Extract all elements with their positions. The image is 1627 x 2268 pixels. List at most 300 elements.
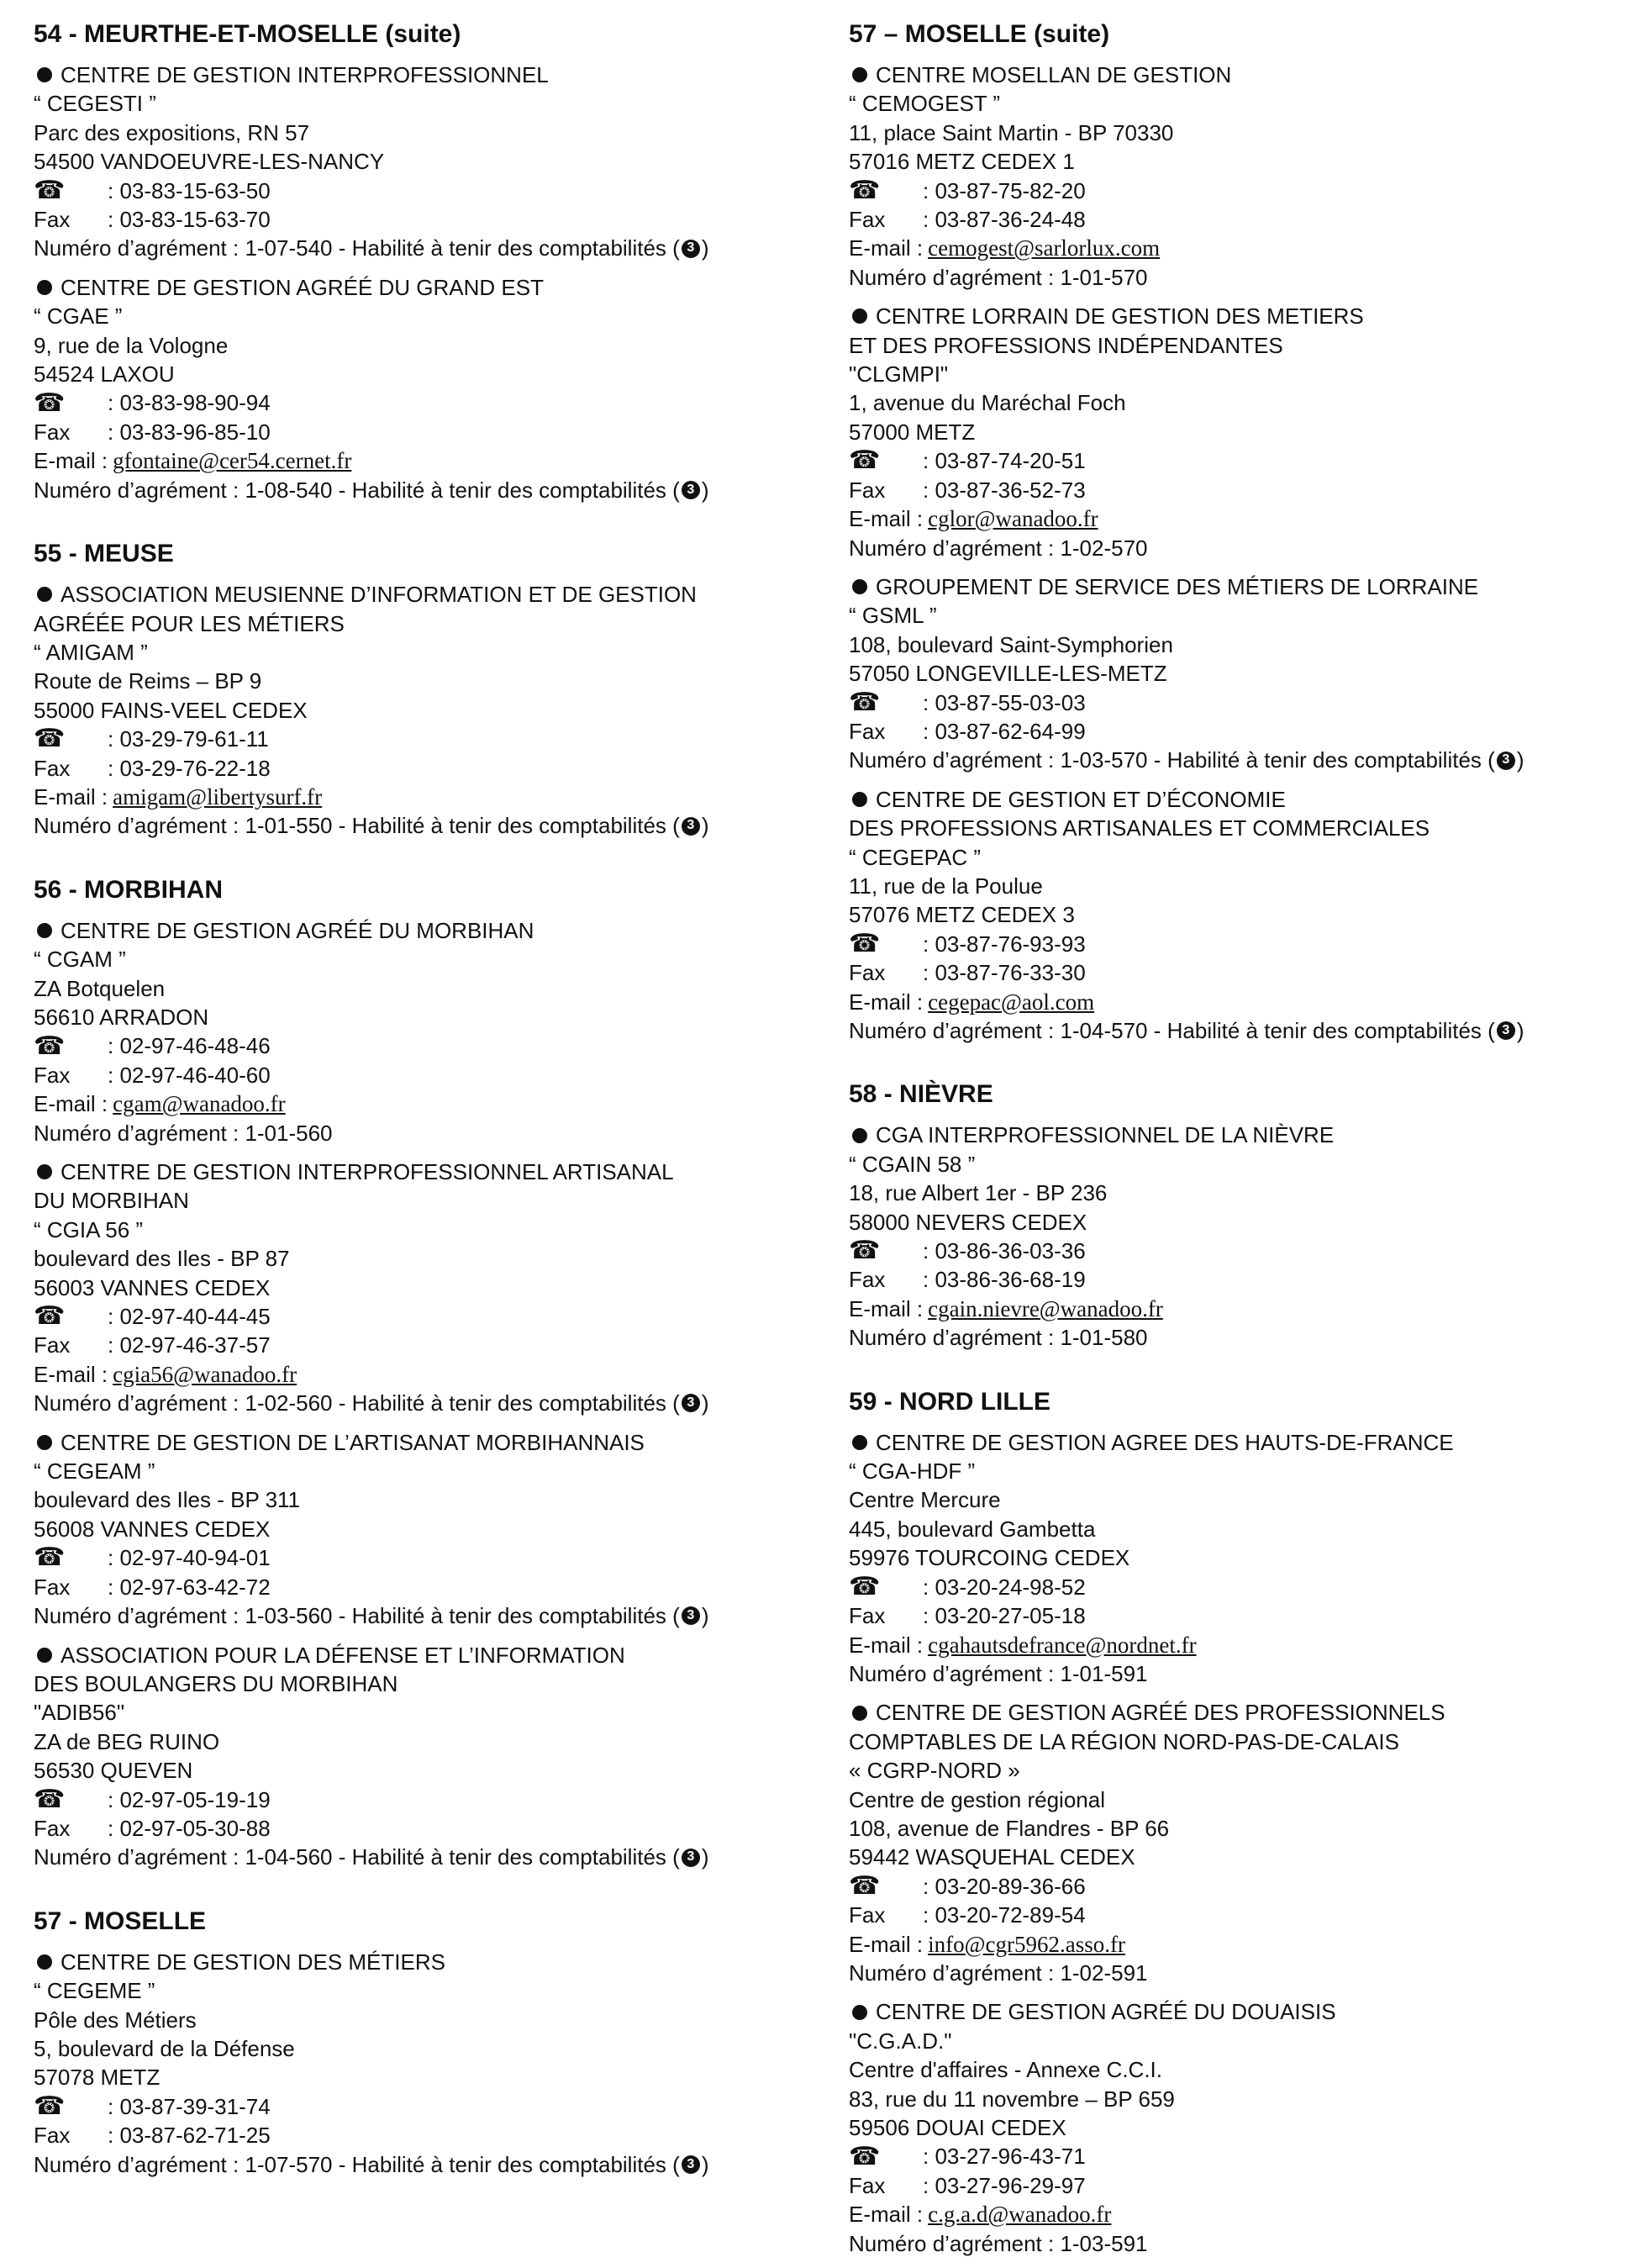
entry-name-text: CENTRE DE GESTION ET D’ÉCONOMIE [876, 786, 1286, 812]
entry-name-text: CENTRE LORRAIN DE GESTION DES METIERS [876, 303, 1364, 330]
email-label: E-mail : [34, 783, 108, 810]
entry-name [849, 1698, 1622, 1727]
agreement-text: Numéro d’agrément : 1-01-550 - Habilité à tenir des comptabilités ( [34, 813, 680, 839]
telephone-icon: ☎ [849, 176, 881, 204]
closing-paren: ) [701, 477, 709, 503]
agreement-text: Numéro d’agrément : 1-03-570 - Habilité à tenir des comptabilités ( [849, 747, 1495, 773]
bullet-icon [37, 1954, 52, 1970]
section-title: 58 - NIÈVRE [849, 1080, 993, 1109]
entry-address-line: 56610 ARRADON [34, 1004, 209, 1030]
phone-row [849, 446, 1622, 475]
phone-row [849, 177, 1622, 205]
phone-row [34, 1785, 807, 1814]
entry-name [34, 1428, 807, 1457]
entry-address-line: ZA de BEG RUINO [34, 1728, 220, 1754]
closing-paren: ) [1516, 1018, 1524, 1043]
phone-number: : 02-97-05-19-19 [108, 1786, 271, 1812]
entry-acronym: « CGRP-NORD » [849, 1758, 1020, 1784]
fax-number: : 03-87-62-64-99 [923, 718, 1086, 744]
email-link[interactable]: c.g.a.d@wanadoo.fr [928, 2202, 1112, 2228]
fax-row [849, 1265, 1622, 1294]
phone-row [34, 1543, 807, 1572]
telephone-icon: ☎ [34, 1031, 66, 1060]
entry-name-continued: DES BOULANGERS DU MORBIHAN [34, 1670, 398, 1696]
entry-name [34, 61, 807, 89]
fax-label: Fax [849, 1267, 886, 1293]
agreement-text: Numéro d’agrément : 1-02-591 [849, 1959, 1148, 1986]
entry-acronym: “ CGA-HDF ” [849, 1458, 976, 1485]
entry-name [34, 1948, 807, 1976]
email-link[interactable]: cgain.nievre@wanadoo.fr [928, 1295, 1163, 1321]
directory-entry [34, 916, 807, 1147]
email-label: E-mail : [849, 235, 924, 261]
fax-row [849, 717, 1622, 746]
email-link[interactable]: cemogest@sarlorlux.com [928, 235, 1161, 261]
directory-entry [34, 61, 807, 263]
telephone-icon: ☎ [849, 688, 881, 716]
closing-paren: ) [701, 1603, 709, 1629]
telephone-icon: ☎ [849, 1871, 881, 1900]
fax-number: : 02-97-46-37-57 [108, 1332, 271, 1358]
fax-label: Fax [34, 1815, 71, 1841]
entry-address-line: 11, rue de la Poulue [849, 873, 1043, 899]
agreement-text: Numéro d’agrément : 1-04-570 - Habilité à tenir des comptabilités ( [849, 1018, 1495, 1043]
email-label: E-mail : [34, 1361, 108, 1387]
email-row [849, 504, 1622, 533]
bullet-icon [852, 1435, 867, 1450]
entry-name [34, 273, 807, 302]
closing-paren: ) [701, 813, 709, 839]
entry-acronym: “ CEGEME ” [34, 1978, 155, 2004]
agreement-row [34, 1843, 807, 1871]
agreement-row [34, 2150, 807, 2179]
circled-3-icon: 3 [682, 1849, 700, 1867]
circled-3-icon: 3 [682, 1606, 700, 1625]
email-label: E-mail : [849, 1295, 924, 1321]
email-link[interactable]: cgia56@wanadoo.fr [113, 1361, 297, 1387]
section-spacer [34, 851, 807, 874]
email-row [849, 1631, 1622, 1659]
phone-row [34, 2092, 807, 2121]
telephone-icon: ☎ [34, 1543, 66, 1572]
email-link[interactable]: cglor@wanadoo.fr [928, 506, 1098, 532]
directory-entry [849, 785, 1622, 1046]
fax-label: Fax [849, 477, 886, 503]
phone-number: : 03-27-96-43-71 [923, 2144, 1086, 2170]
directory-entry [34, 273, 807, 504]
fax-number: : 03-83-15-63-70 [108, 207, 271, 233]
bullet-icon [852, 1706, 867, 1721]
phone-row [849, 2142, 1622, 2170]
right-column [849, 18, 1622, 2268]
fax-number: : 02-97-05-30-88 [108, 1815, 271, 1841]
circled-3-icon: 3 [682, 2155, 700, 2174]
entry-name [849, 785, 1622, 814]
agreement-text: Numéro d’agrément : 1-01-570 [849, 264, 1148, 290]
phone-row [849, 688, 1622, 717]
entry-address-line: 108, avenue de Flandres - BP 66 [849, 1815, 1170, 1841]
bullet-icon [37, 587, 52, 602]
fax-label: Fax [849, 960, 886, 986]
fax-number: : 03-29-76-22-18 [108, 755, 271, 781]
entry-address-line: 1, avenue du Maréchal Foch [849, 390, 1126, 416]
telephone-icon: ☎ [34, 388, 66, 417]
bullet-icon [37, 1164, 52, 1179]
entry-name [849, 1428, 1622, 1457]
fax-number: : 02-97-46-40-60 [108, 1062, 271, 1088]
fax-label: Fax [849, 1603, 886, 1629]
telephone-icon: ☎ [34, 1785, 66, 1813]
agreement-row [849, 2229, 1622, 2258]
telephone-icon: ☎ [849, 1237, 881, 1265]
fax-row [849, 476, 1622, 504]
entry-name [849, 572, 1622, 601]
entry-acronym: “ CEGEPAC ” [849, 844, 981, 870]
entry-name [34, 1158, 807, 1186]
directory-entry [849, 1121, 1622, 1352]
entry-address-line: 57016 METZ CEDEX 1 [849, 149, 1075, 175]
fax-row [34, 2121, 807, 2149]
agreement-row [34, 811, 807, 840]
entry-name-continued: COMPTABLES DE LA RÉGION NORD-PAS-DE-CALAIS [849, 1728, 1399, 1754]
bullet-icon [37, 67, 52, 82]
phone-row [34, 388, 807, 417]
entry-address-line: 108, boulevard Saint-Symphorien [849, 631, 1173, 657]
fax-number: : 03-20-72-89-54 [923, 1902, 1086, 1928]
entry-acronym: “ CEGESTI ” [34, 91, 156, 117]
closing-paren: ) [701, 235, 709, 261]
bullet-icon [37, 923, 52, 938]
agreement-text: Numéro d’agrément : 1-08-540 - Habilité à tenir des comptabilités ( [34, 477, 680, 503]
email-row [34, 1089, 807, 1118]
closing-paren: ) [701, 1390, 709, 1416]
entry-acronym: "ADIB56" [34, 1700, 125, 1726]
agreement-row [849, 746, 1622, 774]
section-title: 56 - MORBIHAN [34, 875, 224, 904]
phone-number: : 03-87-74-20-51 [923, 448, 1086, 474]
bullet-icon [852, 67, 867, 82]
section-spacer [849, 1363, 1622, 1386]
agreement-text: Numéro d’agrément : 1-02-560 - Habilité à tenir des comptabilités ( [34, 1390, 680, 1416]
entry-name-text: CENTRE DE GESTION DE L’ARTISANAT MORBIHANNAIS [61, 1429, 645, 1455]
agreement-row [849, 1659, 1622, 1688]
agreement-row [849, 1959, 1622, 1987]
left-column [34, 18, 807, 2189]
section-spacer [34, 1882, 807, 1906]
circled-3-icon: 3 [1497, 1021, 1515, 1040]
email-link[interactable]: info@cgr5962.asso.fr [928, 1931, 1125, 1957]
agreement-text: Numéro d’agrément : 1-07-570 - Habilité à tenir des comptabilités ( [34, 2151, 680, 2177]
email-link[interactable]: cegepac@aol.com [928, 989, 1095, 1015]
bullet-icon [852, 579, 867, 594]
entry-acronym: “ CGAM ” [34, 947, 126, 973]
entry-address-line: Centre Mercure [849, 1487, 1001, 1513]
phone-row [34, 1031, 807, 1060]
fax-number: : 03-87-36-52-73 [923, 477, 1086, 503]
email-row [34, 1360, 807, 1389]
phone-row [849, 1573, 1622, 1601]
bullet-icon [852, 792, 867, 807]
email-label: E-mail : [849, 1632, 924, 1658]
entry-address-line: 445, boulevard Gambetta [849, 1516, 1096, 1542]
telephone-icon: ☎ [849, 446, 881, 475]
entry-acronym: “ CGIA 56 ” [34, 1216, 144, 1242]
entry-acronym: “ CEMOGEST ” [849, 91, 1001, 117]
agreement-row [34, 234, 807, 262]
entry-address-line: Parc des expositions, RN 57 [34, 119, 310, 145]
telephone-icon: ☎ [849, 2142, 881, 2170]
entry-address-line: 57078 METZ [34, 2065, 161, 2091]
entry-address-line: 58000 NEVERS CEDEX [849, 1209, 1087, 1235]
fax-label: Fax [34, 755, 71, 781]
telephone-icon: ☎ [849, 929, 881, 957]
entry-name [849, 302, 1622, 330]
entry-name-text: CENTRE DE GESTION AGRÉÉ DU MORBIHAN [61, 917, 534, 943]
entry-acronym: “ CEGEAM ” [34, 1458, 155, 1485]
bullet-icon [37, 1648, 52, 1663]
fax-label: Fax [849, 2172, 886, 2198]
entry-name-text: CENTRE DE GESTION AGREE DES HAUTS-DE-FRANCE [876, 1429, 1454, 1455]
section-title: 57 – MOSELLE (suite) [849, 20, 1110, 48]
directory-entry [849, 61, 1622, 292]
entry-name-continued: DU MORBIHAN [34, 1188, 189, 1214]
fax-number: : 03-87-76-33-30 [923, 960, 1086, 986]
entry-address-line: 11, place Saint Martin - BP 70330 [849, 119, 1174, 145]
entry-address-line: 5, boulevard de la Défense [34, 2035, 295, 2061]
phone-number: : 03-87-75-82-20 [923, 177, 1086, 203]
agreement-row [34, 476, 807, 504]
entry-address-line: 57076 METZ CEDEX 3 [849, 902, 1075, 928]
agreement-text: Numéro d’agrément : 1-07-540 - Habilité à tenir des comptabilités ( [34, 235, 680, 261]
telephone-icon: ☎ [34, 2091, 66, 2120]
phone-number: : 03-87-55-03-03 [923, 689, 1086, 715]
entry-address-line: boulevard des Iles - BP 87 [34, 1246, 290, 1272]
agreement-text: Numéro d’agrément : 1-02-570 [849, 535, 1148, 561]
telephone-icon: ☎ [849, 1572, 881, 1601]
fax-label: Fax [34, 1574, 71, 1600]
closing-paren: ) [701, 2151, 709, 2177]
directory-entry [849, 302, 1622, 562]
bullet-icon [852, 1128, 867, 1143]
email-row [849, 234, 1622, 262]
email-row [849, 1295, 1622, 1323]
phone-row [34, 1302, 807, 1331]
email-row [849, 1930, 1622, 1959]
bullet-icon [852, 2005, 867, 2020]
agreement-row [34, 1601, 807, 1630]
circled-3-icon: 3 [1497, 752, 1515, 770]
directory-entry [849, 1698, 1622, 1987]
entry-name-text: CENTRE DE GESTION AGRÉÉ DU GRAND EST [61, 274, 544, 300]
agreement-row [849, 1016, 1622, 1045]
section-title: 55 - MEUSE [34, 540, 174, 568]
entry-acronym: "C.G.A.D." [849, 2028, 952, 2054]
entry-address-line: 59506 DOUAI CEDEX [849, 2115, 1066, 2140]
entry-address-line: Route de Reims – BP 9 [34, 668, 262, 694]
fax-row [34, 205, 807, 234]
fax-label: Fax [34, 1062, 71, 1088]
closing-paren: ) [701, 1844, 709, 1870]
email-label: E-mail : [849, 989, 924, 1015]
telephone-icon: ☎ [34, 176, 66, 204]
fax-row [34, 1331, 807, 1359]
agreement-text: Numéro d’agrément : 1-01-580 [849, 1325, 1148, 1351]
email-row [34, 446, 807, 475]
entry-address-line: 57000 METZ [849, 419, 976, 445]
phone-number: : 03-83-98-90-94 [108, 390, 271, 416]
email-label: E-mail : [34, 448, 108, 474]
closing-paren: ) [1516, 747, 1524, 773]
entry-name [849, 61, 1622, 89]
phone-row [849, 1237, 1622, 1265]
entry-address-line: 18, rue Albert 1er - BP 236 [849, 1180, 1108, 1206]
bullet-icon [37, 1435, 52, 1450]
phone-number: : 03-87-39-31-74 [108, 2093, 271, 2119]
agreement-text: Numéro d’agrément : 1-03-591 [849, 2230, 1148, 2256]
entry-name-text: GROUPEMENT DE SERVICE DES MÉTIERS DE LORRAINE [876, 573, 1479, 599]
entry-name-text: ASSOCIATION MEUSIENNE D’INFORMATION ET DE GESTION [61, 582, 697, 608]
email-label: E-mail : [849, 1931, 924, 1957]
entry-address-line: 55000 FAINS-VEEL CEDEX [34, 697, 308, 723]
entry-acronym: "CLGMPI" [849, 361, 949, 388]
section-spacer [34, 514, 807, 538]
phone-number: : 03-20-24-98-52 [923, 1574, 1086, 1600]
entry-name-text: CENTRE DE GESTION INTERPROFESSIONNEL [61, 62, 549, 87]
directory-entry [34, 1428, 807, 1631]
fax-number: : 03-87-36-24-48 [923, 207, 1086, 233]
entry-name [34, 916, 807, 945]
agreement-text: Numéro d’agrément : 1-03-560 - Habilité à tenir des comptabilités ( [34, 1603, 680, 1629]
phone-number: : 03-86-36-03-36 [923, 1238, 1086, 1264]
fax-row [34, 418, 807, 446]
agreement-text: Numéro d’agrément : 1-04-560 - Habilité à tenir des comptabilités ( [34, 1844, 680, 1870]
entry-address-line: Centre de gestion régional [849, 1786, 1105, 1812]
fax-row [849, 205, 1622, 234]
fax-row [34, 754, 807, 783]
fax-number: : 02-97-63-42-72 [108, 1574, 271, 1600]
circled-3-icon: 3 [682, 481, 700, 499]
fax-number: : 03-86-36-68-19 [923, 1267, 1086, 1293]
phone-number: : 03-29-79-61-11 [108, 726, 269, 752]
entry-name-text: ASSOCIATION POUR LA DÉFENSE ET L’INFORMATION [61, 1642, 625, 1668]
fax-row [34, 1061, 807, 1089]
entry-name [34, 1641, 807, 1669]
directory-entry [34, 580, 807, 841]
fax-number: : 03-83-96-85-10 [108, 419, 271, 445]
entry-address-line: 9, rue de la Vologne [34, 332, 229, 358]
fax-label: Fax [34, 1332, 71, 1358]
fax-label: Fax [849, 1902, 886, 1928]
entry-acronym: “ GSML ” [849, 603, 937, 629]
entry-address-line: 59442 WASQUEHAL CEDEX [849, 1844, 1135, 1870]
directory-entry [34, 1948, 807, 2179]
agreement-row [849, 1323, 1622, 1352]
entry-name-text: CENTRE MOSELLAN DE GESTION [876, 62, 1232, 87]
entry-name [849, 1121, 1622, 1149]
phone-row [849, 930, 1622, 958]
directory-entry [849, 1428, 1622, 1689]
entry-address-line: 54524 LAXOU [34, 361, 175, 388]
entry-address-line: 59976 TOURCOING CEDEX [849, 1545, 1130, 1571]
directory-entry [849, 572, 1622, 775]
entry-address-line: 56530 QUEVEN [34, 1758, 193, 1784]
phone-number: : 02-97-40-44-45 [108, 1304, 271, 1330]
email-link[interactable]: amigam@libertysurf.fr [113, 783, 323, 810]
fax-number: : 03-27-96-29-97 [923, 2172, 1086, 2198]
telephone-icon: ☎ [34, 1302, 66, 1331]
entry-address-line: 57050 LONGEVILLE-LES-METZ [849, 661, 1167, 687]
agreement-row [34, 1119, 807, 1147]
phone-number: : 02-97-46-48-46 [108, 1033, 271, 1059]
bullet-icon [852, 309, 867, 324]
entry-name-text: CENTRE DE GESTION AGRÉÉ DU DOUAISIS [876, 1999, 1336, 2025]
entry-name-text: CENTRE DE GESTION INTERPROFESSIONNEL ARTISANAL [61, 1159, 674, 1184]
agreement-row [849, 263, 1622, 292]
entry-address-line: 56003 VANNES CEDEX [34, 1274, 271, 1300]
agreement-text: Numéro d’agrément : 1-01-591 [849, 1660, 1148, 1686]
email-link[interactable]: cgahautsdefrance@nordnet.fr [928, 1632, 1197, 1658]
entry-name-continued: DES PROFESSIONS ARTISANALES ET COMMERCIALES [849, 815, 1430, 841]
fax-label: Fax [34, 207, 71, 233]
section-title: 57 - MOSELLE [34, 1907, 207, 1935]
fax-row [34, 1573, 807, 1601]
fax-row [34, 1814, 807, 1843]
phone-row [34, 725, 807, 753]
phone-number: : 03-20-89-36-66 [923, 1873, 1086, 1899]
fax-number: : 03-20-27-05-18 [923, 1603, 1086, 1629]
fax-label: Fax [34, 419, 71, 445]
entry-address-line: Pôle des Métiers [34, 2007, 197, 2033]
email-link[interactable]: gfontaine@cer54.cernet.fr [113, 448, 352, 474]
directory-entry [849, 1997, 1622, 2258]
email-row [849, 2200, 1622, 2228]
circled-3-icon: 3 [682, 240, 700, 258]
fax-label: Fax [34, 2123, 71, 2149]
fax-row [849, 1901, 1622, 1929]
entry-address-line: 56008 VANNES CEDEX [34, 1516, 271, 1542]
entry-address-line: boulevard des Iles - BP 311 [34, 1487, 301, 1513]
directory-entry [34, 1641, 807, 1872]
email-label: E-mail : [849, 2202, 924, 2228]
email-link[interactable]: cgam@wanadoo.fr [113, 1091, 286, 1117]
entry-name-text: CENTRE DE GESTION AGRÉÉ DES PROFESSIONNELS [876, 1700, 1445, 1726]
email-row [849, 988, 1622, 1016]
section-title: 54 - MEURTHE-ET-MOSELLE (suite) [34, 20, 461, 48]
entry-acronym: “ AMIGAM ” [34, 639, 148, 665]
email-row [34, 783, 807, 811]
entry-acronym: “ CGAIN 58 ” [849, 1151, 976, 1177]
agreement-text: Numéro d’agrément : 1-01-560 [34, 1120, 333, 1146]
fax-row [849, 2171, 1622, 2200]
phone-row [849, 1872, 1622, 1901]
bullet-icon [37, 280, 52, 295]
phone-number: : 02-97-40-94-01 [108, 1545, 271, 1571]
entry-name-continued: ET DES PROFESSIONS INDÉPENDANTES [849, 332, 1283, 358]
entry-name-text: CGA INTERPROFESSIONNEL DE LA NIÈVRE [876, 1122, 1335, 1148]
fax-row [849, 1601, 1622, 1630]
fax-label: Fax [849, 718, 886, 744]
directory-entry [34, 1158, 807, 1418]
circled-3-icon: 3 [682, 817, 700, 836]
entry-address-line: ZA Botquelen [34, 975, 166, 1001]
agreement-row [849, 534, 1622, 562]
fax-label: Fax [849, 207, 886, 233]
section-title: 59 - NORD LILLE [849, 1387, 1051, 1416]
section-spacer [849, 1055, 1622, 1079]
entry-address-line: 54500 VANDOEUVRE-LES-NANCY [34, 149, 385, 175]
circled-3-icon: 3 [682, 1394, 700, 1412]
entry-acronym: “ CGAE ” [34, 303, 123, 330]
